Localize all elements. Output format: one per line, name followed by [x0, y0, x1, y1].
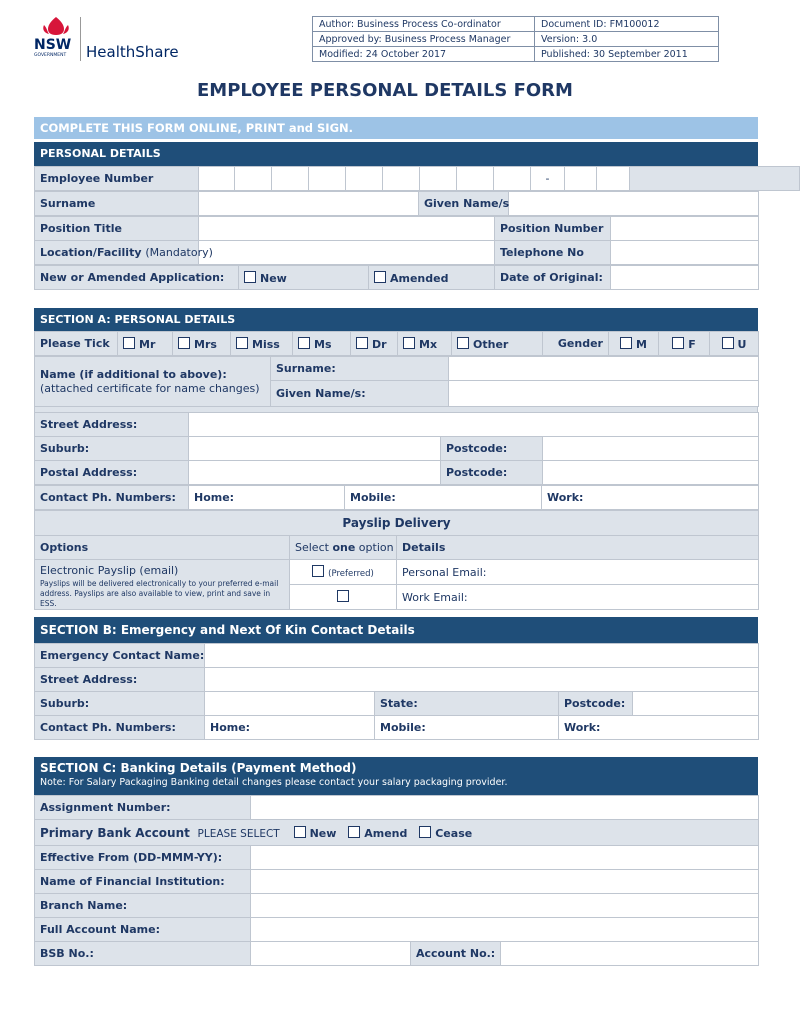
branch-name-input[interactable]: [251, 894, 759, 918]
nok-suburb-input[interactable]: [205, 692, 375, 716]
branch-name-label: Branch Name:: [35, 894, 251, 918]
section-c-block: [34, 795, 758, 966]
preferred-checkbox[interactable]: [312, 565, 324, 577]
new-checkbox[interactable]: [244, 271, 256, 283]
bsb-input[interactable]: [251, 942, 411, 966]
location-text: Location/Facility: [40, 246, 142, 259]
work-phone-field[interactable]: Work:: [542, 486, 759, 510]
alt-given-names-label: Given Name/s:: [271, 381, 449, 407]
postal-postcode-input[interactable]: [543, 461, 759, 485]
postal-postcode-label: Postcode:: [441, 461, 543, 485]
meta-published: Published: 30 September 2011: [535, 47, 719, 62]
name-additional-label: Name (if additional to above):: [40, 367, 227, 381]
payslip-delivery-heading: Payslip Delivery: [35, 511, 759, 536]
emergency-contact-label: Emergency Contact Name:: [35, 644, 205, 668]
personal-email-field[interactable]: Personal Email:: [397, 560, 759, 585]
meta-approved: Approved by: Business Process Manager: [313, 32, 535, 47]
f-checkbox[interactable]: [672, 337, 684, 349]
details-label: Details: [397, 536, 759, 560]
section-b-header: SECTION B: Emergency and Next Of Kin Contact Details: [34, 617, 758, 643]
account-new-label: New: [309, 826, 337, 840]
postcode-label: Postcode:: [441, 437, 543, 461]
gender-option-m[interactable]: [609, 332, 659, 356]
please-tick-label: Please Tick: [35, 332, 118, 356]
miss-checkbox[interactable]: [236, 337, 248, 349]
institution-input[interactable]: [251, 870, 759, 894]
new-label: New: [260, 271, 287, 285]
electronic-payslip-cell: [35, 560, 290, 610]
title-option-miss[interactable]: [231, 332, 293, 356]
title-option-mx[interactable]: [398, 332, 452, 356]
title-option-mrs[interactable]: [173, 332, 231, 356]
nok-home-field[interactable]: Home:: [205, 716, 375, 740]
please-select-label: PLEASE SELECT: [197, 827, 280, 840]
amended-checkbox[interactable]: [374, 271, 386, 283]
preferred-label: (Preferred): [328, 569, 374, 579]
nok-street-input[interactable]: [205, 668, 759, 692]
section-c-title: SECTION C: Banking Details (Payment Method): [40, 761, 357, 775]
complete-banner: COMPLETE THIS FORM ONLINE, PRINT and SIGN.: [34, 117, 758, 139]
telephone-label: Telephone No: [495, 241, 611, 265]
nok-postcode-input[interactable]: [633, 692, 759, 716]
street-address-input[interactable]: [189, 413, 759, 437]
employee-number-digit[interactable]: [383, 167, 420, 191]
position-number-label: Position Number: [495, 217, 611, 241]
account-amend-label: Amend: [364, 826, 408, 840]
location-input[interactable]: [199, 241, 495, 265]
nok-contact-label: Contact Ph. Numbers:: [35, 716, 205, 740]
title-option-ms[interactable]: [293, 332, 351, 356]
name-additional-cell: [35, 357, 271, 407]
suburb-label: Suburb:: [35, 437, 189, 461]
account-cease-checkbox[interactable]: [419, 826, 431, 838]
employee-number-digit[interactable]: [457, 167, 494, 191]
given-names-input[interactable]: [509, 192, 759, 216]
select-one-word: one: [332, 541, 356, 554]
surname-label: Surname: [35, 192, 199, 216]
position-title-label: Position Title: [35, 217, 199, 241]
primary-account-label: Primary Bank Account: [40, 825, 190, 840]
mrs-checkbox[interactable]: [178, 337, 190, 349]
primary-account-row: [35, 820, 759, 846]
employee-number-digit[interactable]: [309, 167, 346, 191]
postcode-input[interactable]: [543, 437, 759, 461]
mr-checkbox[interactable]: [123, 337, 135, 349]
position-title-input[interactable]: [199, 217, 495, 241]
account-amend-checkbox[interactable]: [348, 826, 360, 838]
preferred-option[interactable]: [290, 560, 397, 585]
mrs-label: Mrs: [194, 337, 217, 351]
work-email-option[interactable]: [290, 585, 397, 610]
section-a-header: SECTION A: PERSONAL DETAILS: [34, 308, 758, 332]
assignment-number-input[interactable]: [251, 796, 759, 820]
other-checkbox[interactable]: [457, 337, 469, 349]
full-account-name-input[interactable]: [251, 918, 759, 942]
employee-number-digit[interactable]: [597, 167, 630, 191]
home-phone-field[interactable]: Home:: [189, 486, 345, 510]
given-names-label: Given Name/s: [419, 192, 509, 216]
new-amended-label: New or Amended Application:: [35, 266, 239, 290]
work-email-field[interactable]: Work Email:: [397, 585, 759, 610]
electronic-payslip-label: Electronic Payslip (email): [40, 564, 179, 577]
emergency-contact-input[interactable]: [205, 644, 759, 668]
employee-number-blank: [630, 167, 800, 191]
personal-details-header: PERSONAL DETAILS: [34, 142, 758, 166]
dr-checkbox[interactable]: [356, 337, 368, 349]
select-post: option: [355, 541, 394, 554]
meta-modified: Modified: 24 October 2017: [313, 47, 535, 62]
surname-input[interactable]: [199, 192, 419, 216]
mx-label: Mx: [419, 337, 438, 351]
date-original-label: Date of Original:: [495, 266, 611, 290]
miss-label: Miss: [252, 337, 280, 351]
government-text: GOVERNMENT: [34, 53, 67, 58]
amended-option[interactable]: [369, 266, 495, 290]
employee-number-dash: -: [531, 167, 565, 191]
ms-label: Ms: [314, 337, 332, 351]
nok-postcode-label: Postcode:: [559, 692, 633, 716]
postal-address-label: Postal Address:: [35, 461, 189, 485]
alt-surname-label: Surname:: [271, 357, 449, 381]
institution-label: Name of Financial Institution:: [35, 870, 251, 894]
f-label: F: [688, 337, 696, 351]
effective-from-input[interactable]: [251, 846, 759, 870]
meta-doc-id: Document ID: FM100012: [535, 17, 719, 32]
other-label: Other: [473, 337, 509, 351]
effective-from-label: Effective From (DD-MMM-YY):: [35, 846, 251, 870]
m-label: M: [636, 337, 647, 351]
mx-checkbox[interactable]: [403, 337, 415, 349]
employee-number-digit[interactable]: [346, 167, 383, 191]
title-option-other[interactable]: [452, 332, 543, 356]
telephone-input[interactable]: [611, 241, 759, 265]
nok-work-field[interactable]: Work:: [559, 716, 759, 740]
meta-author: Author: Business Process Co-ordinator: [313, 17, 535, 32]
employee-number-digit[interactable]: [235, 167, 272, 191]
title-option-mr[interactable]: [118, 332, 173, 356]
mobile-phone-field[interactable]: Mobile:: [345, 486, 542, 510]
account-no-label: Account No.:: [411, 942, 501, 966]
work-email-checkbox[interactable]: [337, 590, 349, 602]
nok-state-field[interactable]: State:: [375, 692, 559, 716]
gender-label: Gender: [543, 332, 609, 356]
contact-numbers-label: Contact Ph. Numbers:: [35, 486, 189, 510]
account-new-checkbox[interactable]: [294, 826, 306, 838]
new-option[interactable]: [239, 266, 369, 290]
position-number-input[interactable]: [611, 217, 759, 241]
suburb-input[interactable]: [189, 437, 441, 461]
gender-option-u[interactable]: [710, 332, 759, 356]
attached-cert-note: (attached certificate for name changes): [40, 381, 260, 395]
select-one-label: [290, 536, 397, 560]
nok-mobile-field[interactable]: Mobile:: [375, 716, 559, 740]
page-title: EMPLOYEE PERSONAL DETAILS FORM: [197, 80, 573, 101]
m-checkbox[interactable]: [620, 337, 632, 349]
employee-number-label: Employee Number: [35, 167, 199, 191]
account-no-input[interactable]: [501, 942, 759, 966]
bsb-label: BSB No.:: [35, 942, 251, 966]
mr-label: Mr: [139, 337, 156, 351]
postal-address-input[interactable]: [189, 461, 441, 485]
meta-version: Version: 3.0: [535, 32, 719, 47]
logo-divider: [80, 17, 81, 61]
employee-number-digit[interactable]: [420, 167, 457, 191]
alt-given-names-input[interactable]: [449, 381, 759, 407]
location-label: [35, 241, 213, 265]
assignment-number-label: Assignment Number:: [35, 796, 251, 820]
account-cease-label: Cease: [435, 826, 473, 840]
u-label: U: [737, 337, 747, 351]
section-c-header: [34, 757, 758, 795]
healthshare-text: HealthShare: [86, 43, 179, 61]
title-option-dr[interactable]: [351, 332, 398, 356]
personal-details-block: [34, 166, 758, 290]
street-address-label: Street Address:: [35, 413, 189, 437]
waratah-icon: [36, 15, 76, 37]
section-c-note: Note: For Salary Packaging Banking detail changes please contact your salary packaging provider.: [40, 777, 508, 788]
employee-number-digit[interactable]: [565, 167, 597, 191]
employee-number-digit[interactable]: [494, 167, 531, 191]
select-pre: Select: [295, 541, 333, 554]
section-a-block: [34, 331, 758, 610]
mandatory-text: (Mandatory): [145, 246, 213, 259]
section-b-block: [34, 643, 758, 740]
logo: [34, 15, 184, 65]
document-meta: [312, 16, 719, 62]
nsw-text: NSW: [34, 37, 72, 53]
ms-checkbox[interactable]: [298, 337, 310, 349]
amended-label: Amended: [390, 271, 449, 285]
nok-suburb-label: Suburb:: [35, 692, 205, 716]
full-account-name-label: Full Account Name:: [35, 918, 251, 942]
alt-surname-input[interactable]: [449, 357, 759, 381]
payslip-note: Payslips will be delivered electronically to your preferred e-mail address. Payslips are also available to view, print and save in ESS.: [40, 579, 279, 608]
employee-number-digit[interactable]: [272, 167, 309, 191]
employee-number-digit[interactable]: [199, 167, 235, 191]
nok-street-label: Street Address:: [35, 668, 205, 692]
dr-label: Dr: [372, 337, 387, 351]
gender-option-f[interactable]: [659, 332, 710, 356]
u-checkbox[interactable]: [722, 337, 734, 349]
options-label: Options: [35, 536, 290, 560]
date-original-input[interactable]: [611, 266, 759, 290]
